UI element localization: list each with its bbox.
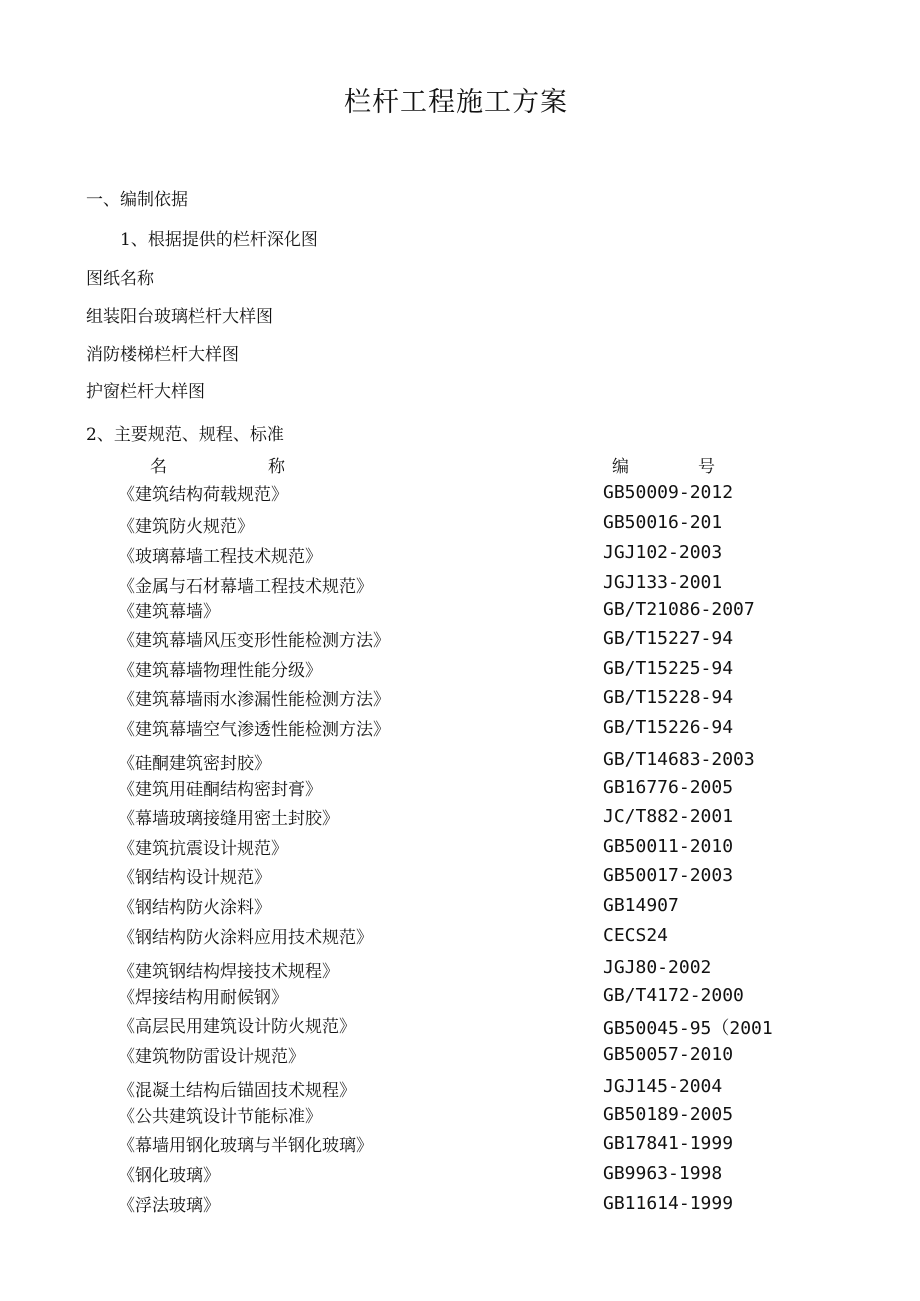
drawings-label: 图纸名称: [86, 269, 154, 289]
table-row: [0, 1102, 920, 1130]
table-row: [0, 863, 920, 891]
table-row: [0, 1131, 920, 1159]
standard-code: JGJ102-2003: [603, 542, 723, 563]
table-row: [0, 749, 920, 777]
table-row: [0, 923, 920, 951]
standard-name: 《混凝土结构后锚固技术规程》: [118, 1081, 356, 1101]
standard-code: GB/T4172-2000: [603, 985, 744, 1006]
table-row: [0, 626, 920, 654]
standard-code: GB17841-1999: [603, 1133, 734, 1154]
drawing-item: 消防楼梯栏杆大样图: [86, 345, 239, 365]
standard-name: 《硅酮建筑密封胶》: [118, 754, 271, 774]
standard-name: 《玻璃幕墙工程技术规范》: [118, 547, 322, 567]
table-row: [0, 1076, 920, 1104]
table-row: [0, 1191, 920, 1219]
standard-name: 《钢结构防火涂料应用技术规范》: [118, 928, 373, 948]
standard-code: JC/T882-2001: [603, 806, 734, 827]
table-row: [0, 983, 920, 1011]
standard-name: 《建筑物防雷设计规范》: [118, 1047, 305, 1067]
header-name-char: 称: [268, 457, 285, 477]
standard-name: 《建筑幕墙雨水渗漏性能检测方法》: [118, 690, 390, 710]
standard-name: 《高层民用建筑设计防火规范》: [118, 1017, 356, 1037]
standard-code: GB11614-1999: [603, 1193, 734, 1214]
table-row: [0, 511, 920, 539]
standard-code: JGJ80-2002: [603, 957, 712, 978]
standard-code: GB9963-1998: [603, 1163, 723, 1184]
table-row: [0, 893, 920, 921]
section-heading: 一、编制依据: [86, 190, 188, 210]
table-row: [0, 775, 920, 803]
drawing-item: 组装阳台玻璃栏杆大样图: [86, 307, 273, 327]
standard-name: 《建筑用硅酮结构密封膏》: [118, 780, 322, 800]
standard-code: JGJ133-2001: [603, 572, 723, 593]
table-row: [0, 541, 920, 569]
basis-item-1: 1、根据提供的栏杆深化图: [120, 230, 318, 250]
standard-code: GB50009-2012: [603, 482, 734, 503]
standard-name: 《金属与石材幕墙工程技术规范》: [118, 577, 373, 597]
standard-name: 《幕墙用钢化玻璃与半钢化玻璃》: [118, 1136, 373, 1156]
table-row: [0, 480, 920, 508]
standard-name: 《钢化玻璃》: [118, 1166, 220, 1186]
standard-code: GB/T15228-94: [603, 687, 734, 708]
standard-name: 《焊接结构用耐候钢》: [118, 988, 288, 1008]
standard-name: 《建筑结构荷载规范》: [118, 485, 288, 505]
table-row: [0, 1161, 920, 1189]
table-row: [0, 834, 920, 862]
standard-name: 《幕墙玻璃接缝用密土封胶》: [118, 809, 339, 829]
header-name-char: 名: [150, 457, 167, 477]
standard-code: GB50045-95（2001: [603, 1018, 773, 1039]
table-row: [0, 957, 920, 985]
table-row: [0, 1012, 920, 1040]
standard-code: GB50011-2010: [603, 836, 734, 857]
standard-name: 《建筑幕墙空气渗透性能检测方法》: [118, 720, 390, 740]
standard-name: 《钢结构防火涂料》: [118, 898, 271, 918]
standard-code: GB/T15227-94: [603, 628, 734, 649]
standard-code: GB50057-2010: [603, 1044, 734, 1065]
standard-name: 《建筑防火规范》: [118, 517, 254, 537]
standard-name: 《建筑抗震设计规范》: [118, 839, 288, 859]
standard-code: GB50017-2003: [603, 865, 734, 886]
basis-item-2: 2、主要规范、规程、标准: [86, 425, 284, 445]
table-row: [0, 715, 920, 743]
standard-code: GB/T21086-2007: [603, 599, 755, 620]
page-title: 栏杆工程施工方案: [344, 87, 568, 118]
standard-code: GB14907: [603, 895, 679, 916]
standard-name: 《建筑钢结构焊接技术规程》: [118, 962, 339, 982]
table-row: [0, 1042, 920, 1070]
standard-name: 《建筑幕墙物理性能分级》: [118, 661, 322, 681]
standard-code: CECS24: [603, 925, 669, 946]
header-code-char: 编: [612, 457, 629, 477]
standard-code: JGJ145-2004: [603, 1076, 723, 1097]
table-row: [0, 597, 920, 625]
standard-code: GB50189-2005: [603, 1104, 734, 1125]
standard-name: 《建筑幕墙风压变形性能检测方法》: [118, 631, 390, 651]
standard-code: GB16776-2005: [603, 777, 734, 798]
table-row: [0, 685, 920, 713]
table-row: [0, 656, 920, 684]
table-row: [0, 571, 920, 599]
standard-name: 《建筑幕墙》: [118, 602, 220, 622]
standard-name: 《公共建筑设计节能标准》: [118, 1107, 322, 1127]
drawing-item: 护窗栏杆大样图: [86, 382, 205, 402]
standard-code: GB/T15226-94: [603, 717, 734, 738]
header-code-char: 号: [698, 457, 715, 477]
standard-name: 《浮法玻璃》: [118, 1196, 220, 1216]
standard-code: GB/T14683-2003: [603, 749, 755, 770]
table-row: [0, 804, 920, 832]
standard-code: GB50016-201: [603, 512, 723, 533]
standard-name: 《钢结构设计规范》: [118, 868, 271, 888]
standard-code: GB/T15225-94: [603, 658, 734, 679]
